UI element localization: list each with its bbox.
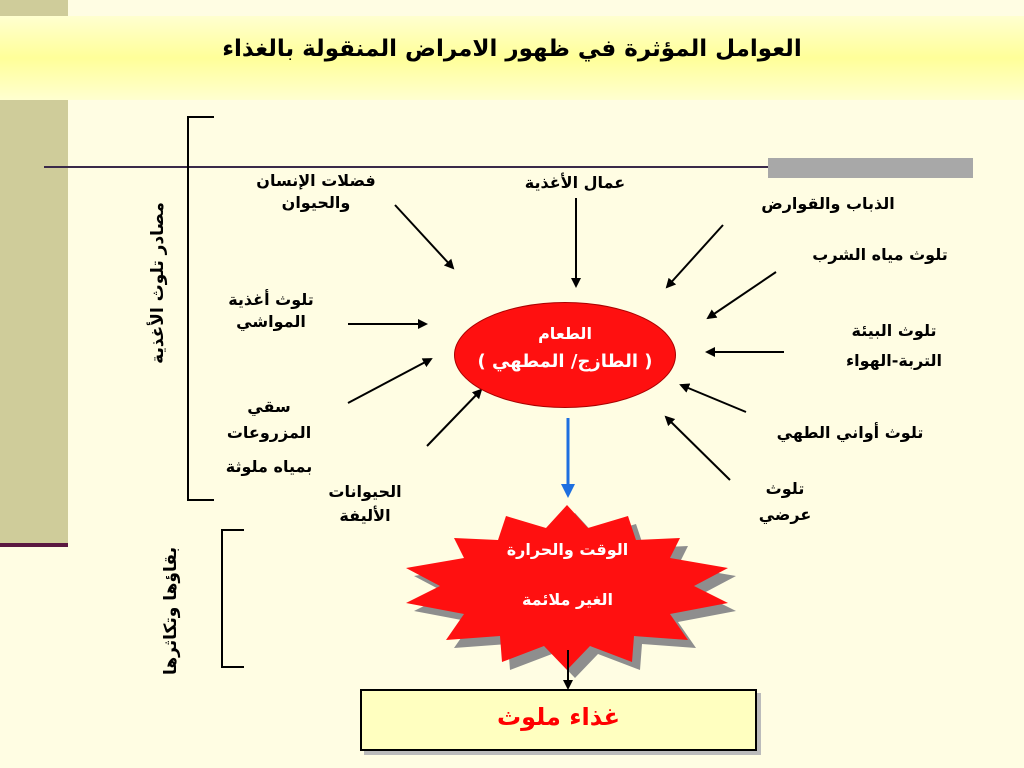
survival-bracket bbox=[222, 530, 244, 667]
arrow-irrigation bbox=[348, 359, 431, 403]
label-pets: الحيوانات الأليفة bbox=[328, 482, 402, 525]
slide-title: العوامل المؤثرة في ظهور الامراض المنقولة بالغذاء bbox=[222, 36, 802, 62]
label-food-workers: عمال الأغذية bbox=[524, 173, 626, 192]
burst-line2: الغير ملائمة bbox=[521, 590, 614, 609]
arrow-accidental bbox=[666, 417, 730, 480]
arrow-cookware bbox=[681, 385, 746, 412]
label-flies-rodents: الذباب والقوارض bbox=[761, 194, 895, 213]
label-cookware: تلوث أواني الطهي bbox=[776, 423, 924, 442]
arrow-pets bbox=[427, 390, 481, 446]
arrow-human-waste bbox=[395, 205, 453, 268]
label-human-waste: فضلات الإنسان والحيوان bbox=[256, 171, 376, 212]
burst-line1: الوقت والحرارة bbox=[506, 540, 629, 559]
result-text: غذاء ملوث bbox=[497, 703, 620, 731]
food-ellipse-subtitle: ( الطازج/ المطهي ) bbox=[477, 351, 653, 372]
arrow-drinking-water bbox=[708, 272, 776, 318]
label-irrigation: سقي المزروعات بمياه ملوثة bbox=[225, 397, 313, 476]
food-ellipse bbox=[455, 303, 675, 407]
label-sources-bracket: مصادر تلوث الأغذية bbox=[148, 202, 168, 364]
label-livestock-feed: تلوث أغذية المواشي bbox=[228, 290, 314, 331]
label-accidental: تلوث عرضي bbox=[758, 479, 812, 524]
label-survival-bracket: بقاؤها وتكاثرها bbox=[161, 547, 181, 676]
label-drinking-water: تلوث مياه الشرب bbox=[812, 245, 948, 264]
label-environment: تلوث البيئة التربة-الهواء bbox=[845, 321, 943, 370]
food-ellipse-title: الطعام bbox=[538, 324, 592, 343]
arrow-flies bbox=[667, 225, 723, 287]
result-box bbox=[360, 689, 757, 751]
